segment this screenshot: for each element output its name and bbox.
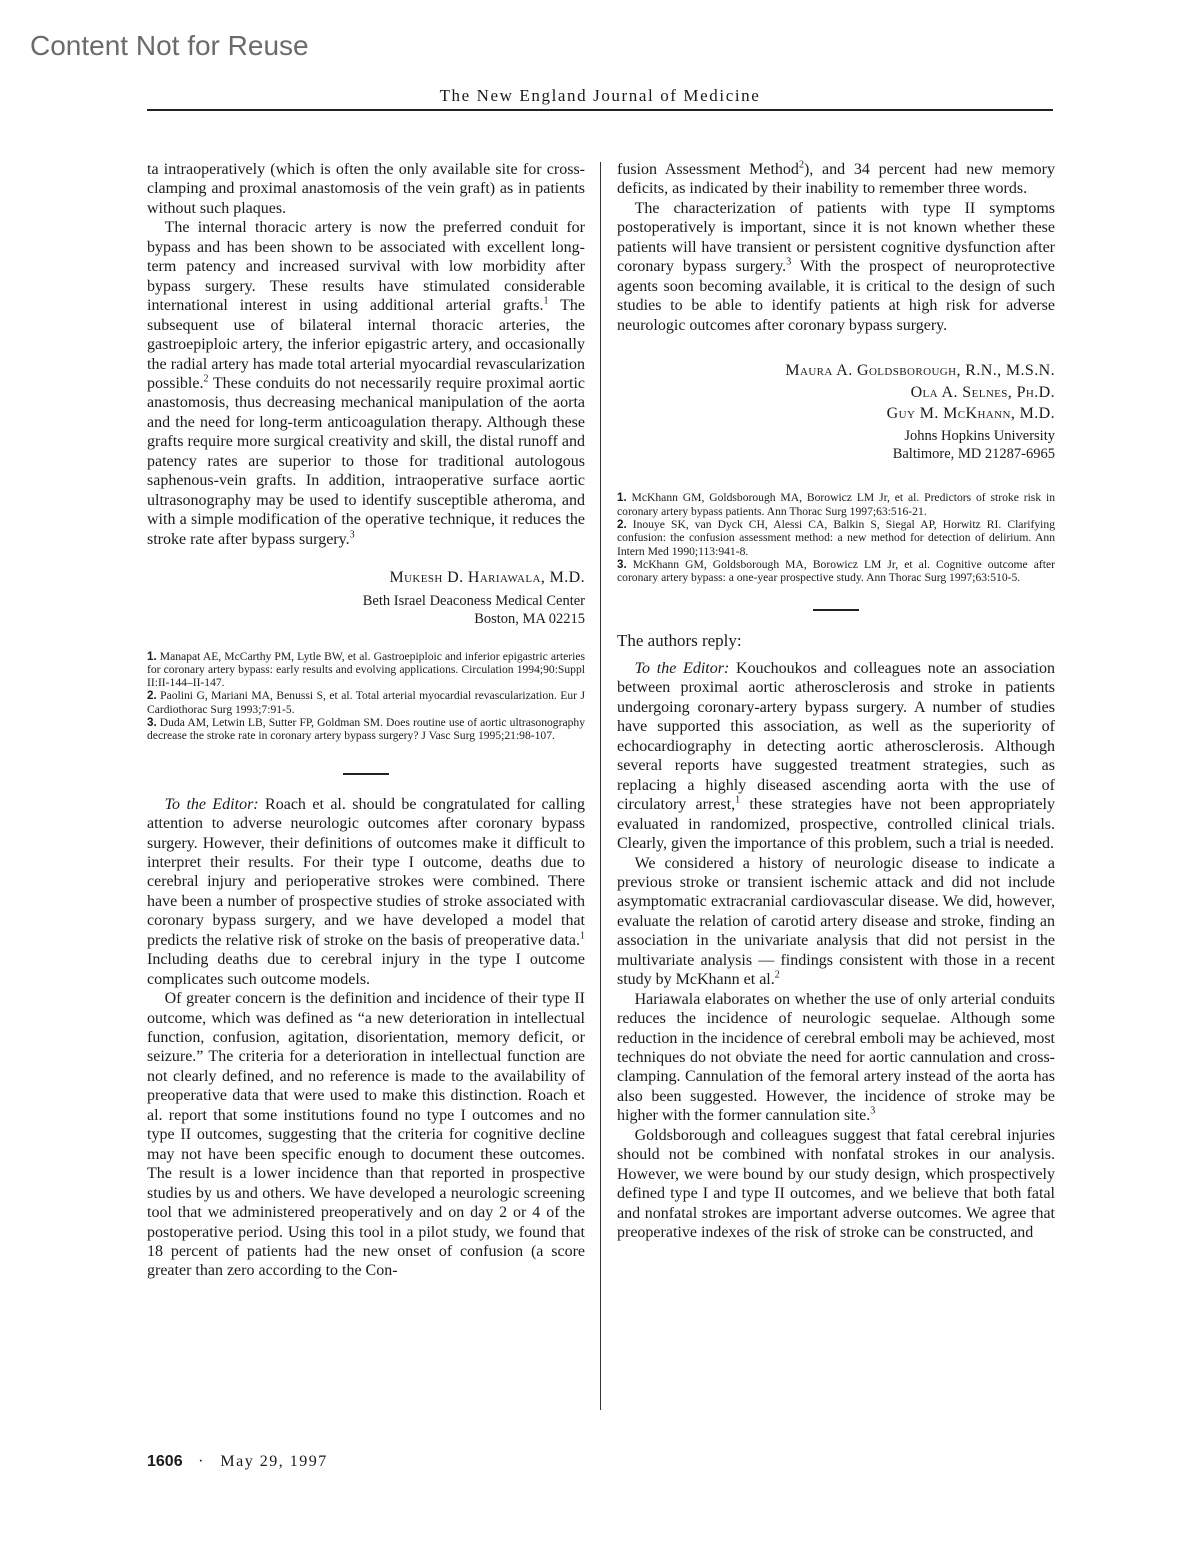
affiliation-address: Boston, MA 02215 (474, 610, 585, 627)
watermark: Content Not for Reuse (30, 30, 309, 61)
paragraph: Hariawala elaborates on whether the use of only arterial conduits reduces the incidence of neurologic sequelae. Although some reduction in the incidence of cerebral emboli may be achieved, most techniques do not obviate the need for aortic cannulation and cross-clamping. Cannulation of the femoral artery instead of the aorta has also been suggested. However, the incidence of stroke may be higher with the former cannulation site.$^3$ (617, 990, 1055, 1125)
section-divider (343, 773, 389, 775)
paragraph: ta intraoperatively (which is often the only available site for cross-clamping and proximal anastomosis of the vein graft) as in patients without such plaques. (147, 161, 585, 217)
section-divider (813, 609, 859, 611)
reference-item: 3. McKhann GM, Goldsborough MA, Borowicz LM Jr, et al. Cognitive outcome after coronary artery bypass: a one-year prospective study. Ann Thorac Surg 1997;63:510-5. (617, 557, 1055, 585)
left-column (147, 160, 585, 1281)
signature-block (147, 568, 585, 627)
author-name: Maura A. Goldsborough, R.N., M.S.N. (785, 362, 1055, 380)
paragraph: Of greater concern is the definition and incidence of their type II outcome, which was defined as “a new deterioration in intellectual function, confusion, agitation, disorientation, memory deficit, or seizure.” The criteria for a deterioration in intellectual function are not clearly defined, and no reference is made to the availability of preoperative data that were used to make this distinction. Roach et al. report that some institutions found no type I outcomes and no type II outcomes, suggesting that the criteria for cognitive decline may not have been specific enough to document these outcomes. The result is a lower incidence than that reported in prospective studies by us and others. We have developed a neurologic screening tool that we administered preoperatively and on day 2 or 4 of the postoperative period. Using this tool in a pilot study, we found that 18 percent of patients had the new onset of confusion (a score greater than zero according to the Con- (147, 990, 585, 1280)
paragraph: The characterization of patients with type II symptoms postoperatively is important, since it is not known whether these patients will have transient or persistent cognitive dysfunction after coronary bypass surgery.$^3$ With the prospect of neuroprotective agents soon becoming available, it is critical to the design of such studies to be able to identify patients at high risk for adverse neurologic outcomes after coronary bypass surgery. (617, 199, 1055, 334)
references (147, 650, 585, 743)
affiliation-address: Baltimore, MD 21287-6965 (892, 446, 1055, 463)
paragraph: To the Editor: Kouchoukos and colleagues note an association between proximal aortic atherosclerosis and stroke in patients undergoing coronary-artery bypass surgery. A number of studies have supported this association, as well as the superiority of echocardiography in detecting aortic atherosclerosis. Although several reports have suggested treatment strategies, such as replacing a highly diseased ascending aorta with the use of circulatory arrest,$^1$ these strategies have not been appropriately evaluated in randomized, prospective, controlled clinical trials. Clearly, given the importance of this problem, such a trial is needed. (617, 659, 1055, 853)
paragraph: The internal thoracic artery is now the preferred conduit for bypass and has been shown to be associated with excellent long-term patency and increased survival with low morbidity after bypass surgery. These results have stimulated considerable international interest in using additional arterial grafts.$^1$ The subsequent use of bilateral internal thoracic arteries, the gastroepiploic artery, the inferior epigastric artery, and occasionally the radial artery has made total arterial myocardial revascularization possible.$^2$ These conduits do not necessarily require proximal aortic anastomosis, thus decreasing mechanical manipulation of the aorta and the need for long-term anticoagulation therapy. Although these grafts require more surgical creativity and skill, the distal runoff and patency rates are superior to those for traditional autologous saphenous-vein grafts. In addition, intraoperative surface aortic ultrasonography may be used to identify susceptible atheroma, and with a simple modification of the operative technique, it reduces the stroke rate after bypass surgery.$^3$ (147, 219, 586, 548)
author-name: Ola A. Selnes, Ph.D. (910, 383, 1055, 401)
right-column (617, 160, 1055, 1243)
reference-item: 3. Duda AM, Letwin LB, Sutter FP, Goldman SM. Does routine use of aortic ultrasonography decrease the stroke rate in coronary artery bypass surgery? J Vasc Surg 1995;21:98-107. (147, 716, 585, 743)
column-divider (600, 162, 601, 1410)
header-rule (147, 109, 1053, 111)
affiliation: Johns Hopkins University (904, 428, 1055, 445)
page-number: 1606 (147, 1453, 183, 1470)
footer-separator: · (198, 1453, 205, 1470)
page-footer (147, 1453, 328, 1471)
author-name: Mukesh D. Hariawala, M.D. (389, 569, 585, 587)
references (617, 491, 1055, 584)
paragraph: fusion Assessment Method$^2$), and 34 percent had new memory deficits, as indicated by their inability to remember three words. (617, 159, 1055, 198)
reference-item: 2. Paolini G, Mariani MA, Benussi S, et al. Total arterial myocardial revascularization. Eur J Cardiothorac Surg 1993;7:91-5. (147, 689, 585, 716)
issue-date: May 29, 1997 (220, 1453, 328, 1470)
paragraph: Goldsborough and colleagues suggest that fatal cerebral injuries should not be combined with nonfatal strokes in our analysis. However, we were bound by our study design, which prospectively defined type I and type II outcomes, and we believe that both fatal and nonfatal strokes are important adverse outcomes. We agree that preoperative indexes of the risk of stroke can be constructed, and (617, 1126, 1055, 1242)
paragraph: We considered a history of neurologic disease to indicate a previous stroke or transient ischemic attack and did not include asymptomatic extracranial cardiovascular disease. We did, however, evaluate the relation of carotid artery disease and stroke, finding an association in the univariate analysis that did not persist in the multivariate analysis — findings consistent with those in a recent study by McKhann et al.$^2$ (617, 854, 1055, 989)
author-name: Guy M. McKhann, M.D. (886, 404, 1055, 422)
signature-block (617, 361, 1055, 463)
affiliation: Beth Israel Deaconess Medical Center (362, 592, 585, 609)
paragraph: To the Editor: Roach et al. should be congratulated for calling attention to adverse neurologic outcomes after coronary bypass surgery. However, their definitions of outcomes make it difficult to interpret their results. For their type I outcome, deaths due to cerebral injury and perioperative strokes were combined. There have been a number of prospective studies of stroke associated with coronary bypass surgery, and we have developed a model that predicts the relative risk of stroke on the basis of preoperative data.$^1$ Including deaths due to cerebral injury in the type I outcome complicates such outcome models. (147, 795, 585, 988)
reply-heading: The authors reply: (617, 630, 742, 650)
reference-item: 1. Manapat AE, McCarthy PM, Lytle BW, et al. Gastroepiploic and inferior epigastric arteries for coronary artery bypass: early results and evolving applications. Circulation 1994;90:Suppl II:II-144–II-147. (147, 649, 585, 690)
reference-item: 2. Inouye SK, van Dyck CH, Alessi CA, Balkin S, Siegal AP, Horwitz RI. Clarifying confusion: the confusion assessment method: a new method for detection of delirium. Ann Intern Med 1990;113:941-8. (617, 518, 1055, 558)
running-head: The New England Journal of Medicine (439, 86, 761, 105)
reference-item: 1. McKhann GM, Goldsborough MA, Borowicz LM Jr, et al. Predictors of stroke risk in coronary artery bypass patients. Ann Thorac Surg 1997;63:516-21. (617, 491, 1055, 518)
